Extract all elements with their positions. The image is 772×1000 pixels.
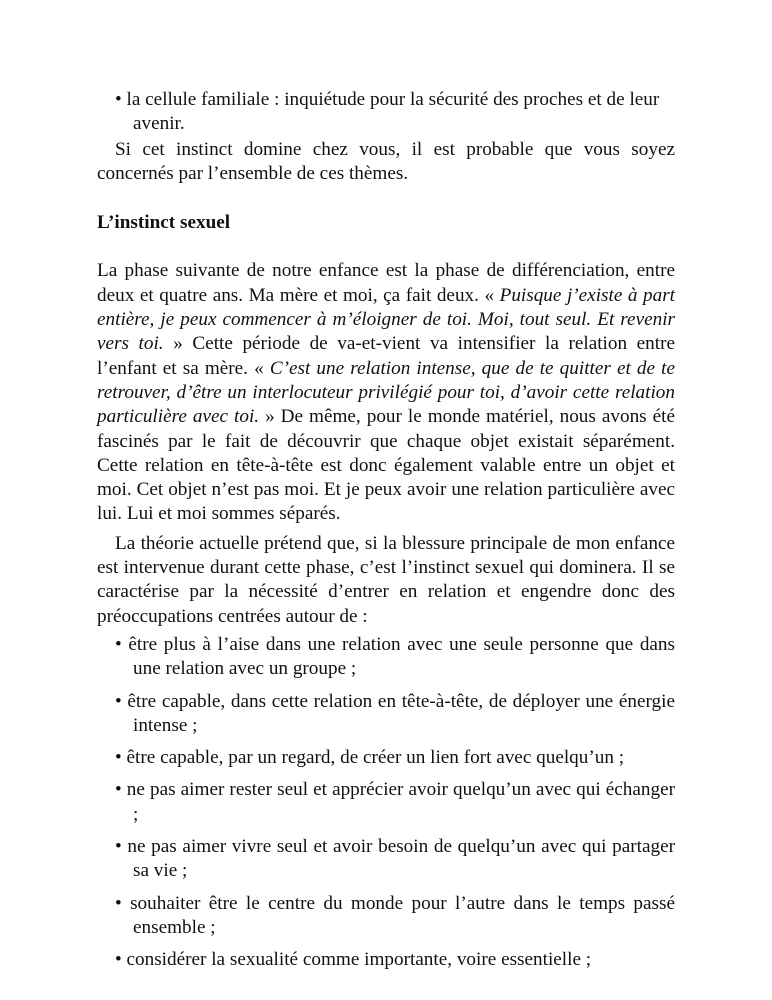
- quote: Puisque j’existe à part entière, je peux commencer à m’éloigner de toi. Moi, tout seul. Et revenir vers toi.: [97, 284, 675, 355]
- paragraph: Si cet instinct domine chez vous, il est probable que vous soyez concernés par l’ensemble de ces thèmes.: [97, 138, 675, 184]
- list-item: • considérer la sexualité comme importante, voire essentielle ;: [115, 949, 592, 971]
- text-run: » Cette période de va-et-vient va intensifier la relation entre l’enfant et sa mère. «: [97, 333, 675, 379]
- list-item: • la cellule familiale : inquiétude pour la sécurité des proches et de leur avenir.: [115, 89, 660, 135]
- list-item: • être plus à l’aise dans une relation avec une seule personne que dans une relation avec un groupe ;: [115, 633, 675, 680]
- section-heading: L’instinct sexuel: [97, 212, 231, 234]
- list-item: • souhaiter être le centre du monde pour l’autre dans le temps passé ensemble ;: [115, 892, 675, 938]
- list-item: • être capable, par un regard, de créer un lien fort avec quelqu’un ;: [115, 747, 625, 769]
- text-run: La phase suivante de notre enfance est la phase de différenciation, entre deux et quatre ans. Ma mère et moi, ça fait deux. «: [97, 260, 675, 306]
- paragraph: [97, 259, 675, 526]
- quote: C’est une relation intense, que de te quitter et de te retrouver, d’être un interlocuteur privilégié pour toi, d’avoir cette relation particulière avec toi.: [97, 357, 675, 428]
- paragraph: La théorie actuelle prétend que, si la blessure principale de mon enfance est intervenue durant cette phase, c’est l’instinct sexuel qui dominera. Il se caractérise par la nécessité d’entrer en relation et engendre donc des préoccupations centrées autour de :: [97, 532, 675, 627]
- list-item: • être capable, dans cette relation en tête-à-tête, de déployer une énergie intense ;: [115, 690, 675, 736]
- page-body: [97, 88, 675, 981]
- list-item: • ne pas aimer rester seul et apprécier avoir quelqu’un avec qui échanger ;: [115, 779, 675, 825]
- list-item: • ne pas aimer vivre seul et avoir besoin de quelqu’un avec qui partager sa vie ;: [115, 836, 675, 882]
- bullet-list: [97, 633, 675, 973]
- text-run: » De même, pour le monde matériel, nous avons été fascinés par le fait de découvrir que chaque objet existait séparément. Cette relation en tête-à-tête est donc également valable entre un objet et moi. Cet objet n’est pas moi. Et je peux avoir une relation particulière avec lui. Lui et moi sommes séparés.: [97, 406, 675, 525]
